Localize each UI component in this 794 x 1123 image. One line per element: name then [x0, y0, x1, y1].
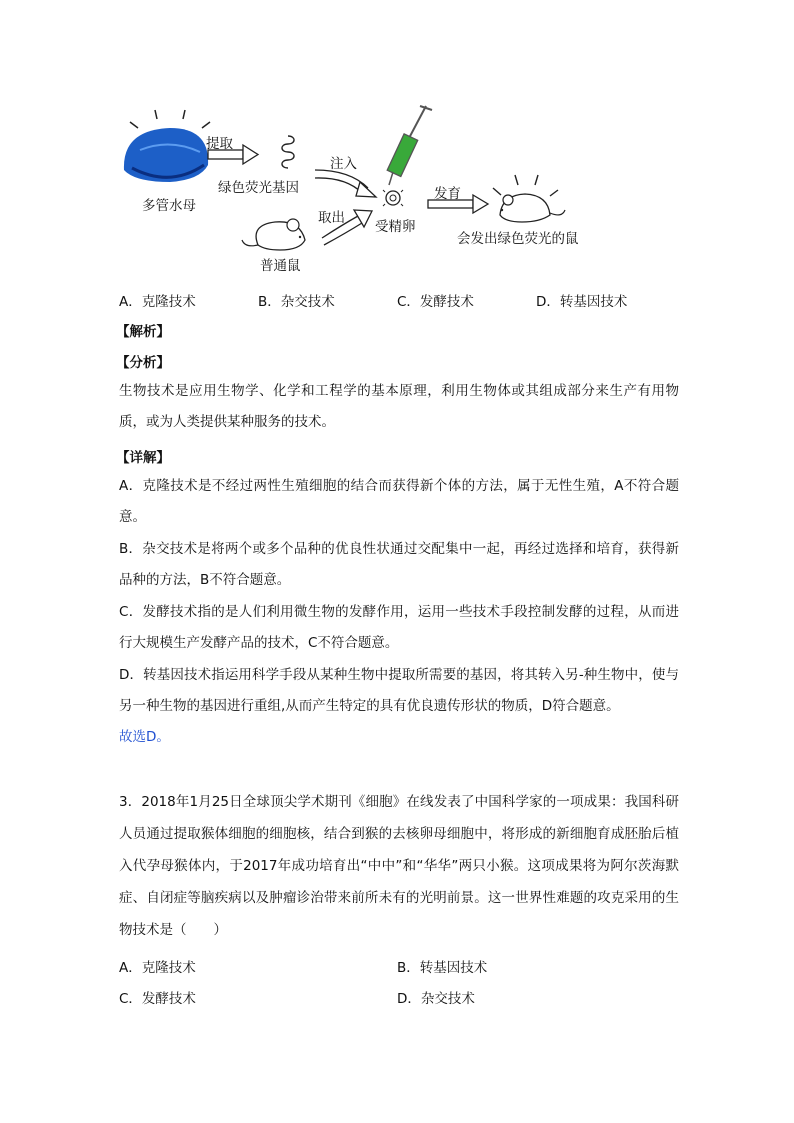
q3-option-a: A．克隆技术 [119, 960, 196, 976]
arrow-inject [315, 170, 376, 197]
q3-option-c: C．发酵技术 [119, 991, 196, 1007]
label-extract: 提取 [206, 136, 233, 152]
label-jellyfish: 多管水母 [142, 198, 196, 214]
jellyfish-image [124, 110, 210, 182]
glowing-mouse-image [493, 175, 565, 222]
detail-a: A．克隆技术是不经过两性生殖细胞的结合而获得新个体的方法，属于无性生殖，A不符合题意。 [119, 478, 679, 525]
fertilized-egg-image [383, 190, 403, 206]
detail-b: B．杂交技术是将两个或多个品种的优良性状通过交配集中一起，再经过选择和培育，获得新品种的方法，B不符合题意。 [119, 541, 679, 588]
transgenic-diagram [110, 100, 610, 275]
tag-fenxi: 【分析】 [116, 355, 170, 371]
label-ordinary-mouse: 普通鼠 [260, 258, 301, 274]
q2-option-c: C．发酵技术 [397, 294, 474, 310]
answer-text: 故选D。 [119, 729, 170, 745]
label-glowing-mouse: 会发出绿色荧光的鼠 [457, 231, 579, 247]
label-inject: 注入 [330, 156, 357, 172]
gene-coil-image [282, 136, 294, 168]
label-egg: 受精卵 [375, 219, 416, 235]
q3-option-d: D．杂交技术 [397, 991, 475, 1007]
detail-d: D．转基因技术指运用科学手段从某种生物中提取所需要的基因，将其转入另-种生物中，使与另一种生物的基因进行重组,从而产生特定的具有优良遗传形状的物质，D符合题意。 [119, 667, 679, 714]
label-gene: 绿色荧光基因 [218, 180, 299, 196]
syringe-image [387, 106, 432, 185]
label-develop: 发育 [434, 186, 461, 202]
q3-stem: 3．2018年1月25日全球顶尖学术期刊《细胞》在线发表了中国科学家的一项成果：我国科研人员通过提取猴体细胞的细胞核，结合到猴的去核卵母细胞中，将形成的新细胞育成胚胎后植入代孕母猴体内，于2017年成功培育出“中中”和“华华”两只小猴。这项成果将为阿尔茨海默症、自闭症等脑疾病以及肿瘤诊治带来前所未有的光明前景。这一世界性难题的攻克采用的生物技术是（ ） [119, 794, 679, 938]
detail-c: C．发酵技术指的是人们利用微生物的发酵作用，运用一些技术手段控制发酵的过程，从而进行大规模生产发酵产品的技术，C不符合题意。 [119, 604, 679, 651]
q2-option-b: B．杂交技术 [258, 294, 335, 310]
q2-option-a: A．克隆技术 [119, 294, 196, 310]
tag-xiangjie: 【详解】 [116, 450, 170, 466]
q2-option-d: D．转基因技术 [536, 294, 628, 310]
ordinary-mouse-image [242, 219, 305, 250]
q3-option-b: B．转基因技术 [397, 960, 488, 976]
tag-jiexi: 【解析】 [116, 324, 170, 340]
label-take-out: 取出 [318, 210, 345, 226]
fenxi-text: 生物技术是应用生物学、化学和工程学的基本原理，利用生物体或其组成部分来生产有用物质，或为人类提供某种服务的技术。 [119, 383, 679, 430]
